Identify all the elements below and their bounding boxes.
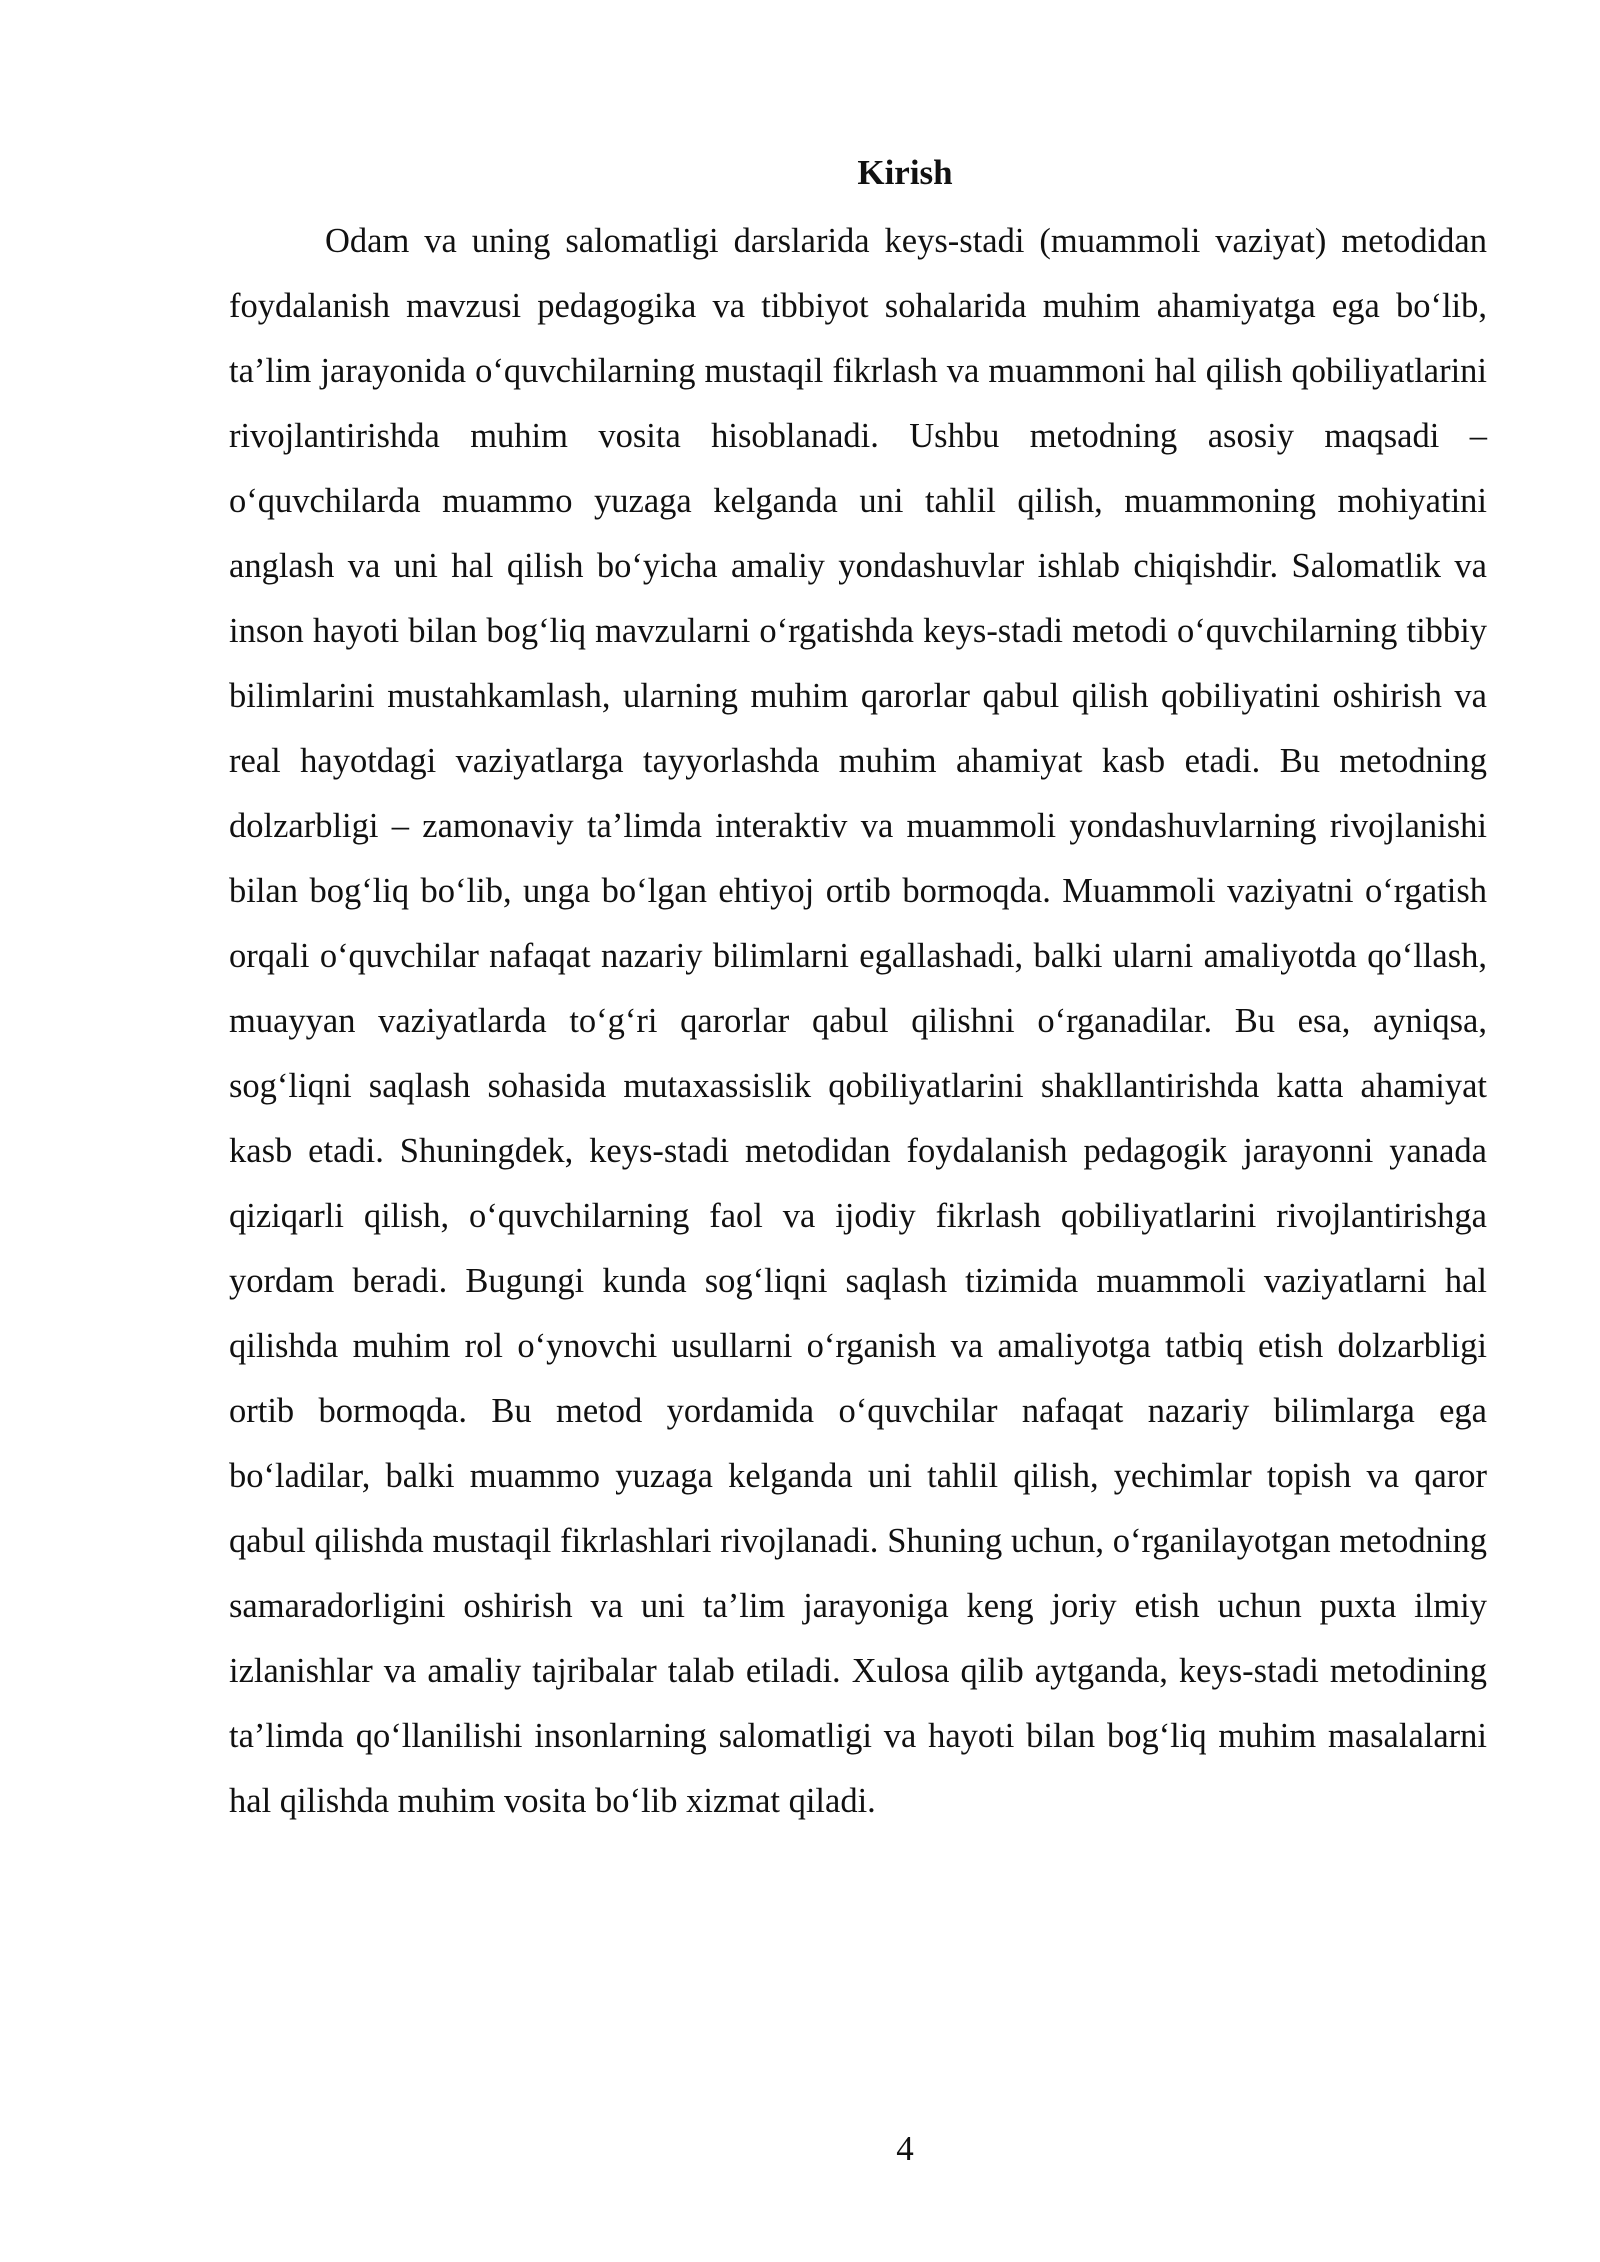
section-heading: Kirish — [857, 153, 953, 192]
body-paragraph: Odam va uning salomatligi darslarida keys-stadi (muammoli vaziyat) metodidan foydalanish mavzusi pedagogika va tibbiyot sohalarida muhim ahamiyatga ega bo‘lib, ta’lim jarayonida o‘quvchilarning mustaqil fikrlash va muammoni hal qilish qobiliyatlarini rivojlantirishda muhim vosita hisoblanadi. Ushbu metodning asosiy maqsadi – o‘quvchilarda muammo yuzaga kelganda uni tahlil qilish, muammoning mohiyatini anglash va uni hal qilish bo‘yicha amaliy yondashuvlar ishlab chiqishdir. Salomatlik va inson hayoti bilan bog‘liq mavzularni o‘rgatishda keys-stadi metodi o‘quvchilarning tibbiy bilimlarini mustahkamlash, ularning muhim qarorlar qabul qilish qobiliyatini oshirish va real hayotdagi vaziyatlarga tayyorlashda muhim ahamiyat kasb etadi. Bu metodning dolzarbligi – zamonaviy ta’limda interaktiv va muammoli yondashuvlarning rivojlanishi bilan bog‘liq bo‘lib, unga bo‘lgan ehtiyoj ortib bormoqda. Muammoli vaziyatni o‘rgatish orqali o‘quvchilar nafaqat nazariy bilimlarni egallashadi, balki ularni amaliyotda qo‘llash, muayyan vaziyatlarda to‘g‘ri qarorlar qabul qilishni o‘rganadilar. Bu esa, ayniqsa, sog‘liqni saqlash sohasida mutaxassislik qobiliyatlarini shakllantirishda katta ahamiyat kasb etadi. Shuningdek, keys-stadi metodidan foydalanish pedagogik jarayonni yanada qiziqarli qilish, o‘quvchilarning faol va ijodiy fikrlash qobiliyatlarini rivojlantirishga yordam beradi. Bugungi kunda sog‘liqni saqlash tizimida muammoli vaziyatlarni hal qilishda muhim rol o‘ynovchi usullarni o‘rganish va amaliyotga tatbiq etish dolzarbligi ortib bormoqda. Bu metod yordamida o‘quvchilar nafaqat nazariy bilimlarga ega bo‘ladilar, balki muammo yuzaga kelganda uni tahlil qilish, yechimlar topish va qaror qabul qilishda mustaqil fikrlashlari rivojlanadi. Shuning uchun, o‘rganilayotgan metodning samaradorligini oshirish va uni ta’lim jarayoniga keng joriy etish uchun puxta ilmiy izlanishlar va amaliy tajribalar talab etiladi. Xulosa qilib aytganda, keys-stadi metodining ta’limda qo‘llanilishi insonlarning salomatligi va hayoti bilan bog‘liq muhim masalalarni hal qilishda muhim vosita bo‘lib xizmat qiladi. — [229, 222, 1487, 1820]
page-number: 4 — [896, 2129, 914, 2168]
